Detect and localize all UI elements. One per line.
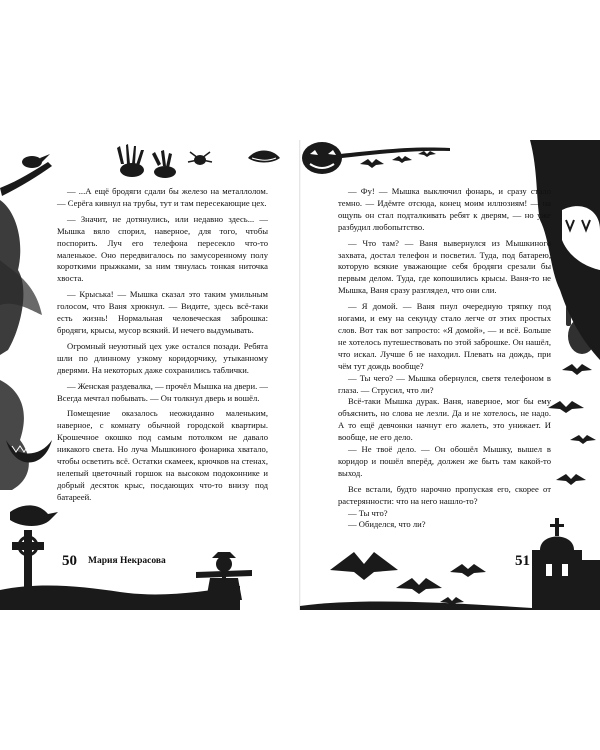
page-number-right: 51 (515, 553, 530, 569)
paragraph: Все встали, будто нарочно пропуская его, скорее от растерянности: что на него нашло-то? (338, 483, 551, 506)
right-page-text (338, 186, 551, 531)
paragraph: Всё-таки Мышка дурак. Ваня, наверное, мог бы ему объяснить, но слова не лезли. Да и не хотелось, не надо. А то ещё девчонки начнут его жалеть, это унижает. И вообще, не его дело. (338, 396, 551, 443)
running-head-author: Мария Некрасова (88, 556, 166, 566)
book-spread (0, 140, 600, 610)
paragraph: — Крыська! — Мышка сказал это таким умильным голосом, что Ваня хрюкнул. — Видите, здесь всё-таки есть жизнь! Нормальная человеческая заброшка: бродяги, крысы, мусор всякий. И нечего выдумывать. (57, 289, 268, 335)
paragraph: Помещение оказалось неожиданно маленьким, наверное, с комнату обычной городской квартиры. Крошечное окошко под самым потолком не давало никакого света. Но луча Мышкиного фонарика хватало, чтобы осветить всё. Остатки скамеек, крючков на стенах, нелепый цветочный горшок на высоком подоконнике и добрый десяток крыс, посдающих что-то внизу под батареей. (57, 408, 268, 502)
paragraph: — Женская раздевалка, — прочёл Мышка на двери. — Всегда мечтал побывать. — Он толкнул дверь и вошёл. (57, 380, 268, 403)
paragraph: — Фу! — Мышка выключил фонарь, и сразу стало темно. — Идёмте отсюда, конец моим иллюзиям! — на ощупь он стал подталкивать ребят к дверям, — но уже разбудил любопытство. (338, 186, 551, 232)
paragraph: — Что там? — Ваня вывернулся из Мышкиного захвата, достал телефон и посветил. Туда, под батарею, которую всякие уважающие себя бродяги срезали бы первым делом. Туда, где копошились крысы. Ваня-то не Мышка, Ваня сразу разглядел, что они сли. (338, 237, 551, 296)
paragraph: — Не твоё дело. — Он обошёл Мышку, вышел в коридор и пошёл вперёд, должен же быть там какой-то выход. (338, 444, 551, 478)
page-number-left: 50 (62, 553, 77, 569)
paragraph: — Ты что? (348, 507, 388, 518)
paragraph: — Ты чего? — Мышка обернулся, светя телефоном в глаза. — Струсил, что ли? (338, 372, 551, 395)
paragraph: — ...А ещё бродяги сдали бы железо на металлолом. — Серёга кивнул на трубы, тут и там пересекающие цех. (57, 186, 268, 208)
paragraph: — Значит, не дотянулись, или недавно здесь... — Мышка вяло спорил, наверное, для того, чтобы поспорить. Луч его телефона пересекло что-то маленькое. Оно передвигалось по замусоренному полу короткими прыжками, за ним тянулась тонкая ниточка хвоста. (57, 213, 268, 284)
paragraph: — Обиделся, что ли? (348, 519, 426, 530)
left-page (0, 140, 300, 610)
left-page-text (57, 186, 268, 504)
right-page (300, 140, 600, 610)
paragraph: Огромный неуютный цех уже остался позади. Ребята шли по длинному узкому коридорчику, утыканному дверями. На некоторых даже сохранились таблички. (57, 340, 268, 375)
paragraph: — Я домой. — Ваня пнул очередную тряпку под ногами, и ему на секунду стало легче от этих простых слов. Вот так вот запросто: «Я домой», — и всё. Больше не хотелось путешествовать по этой заброшке. Он нашёл, что искал. Лучше б не находил. Плевать на дождь, при чём тут дождь вообще? (338, 301, 551, 371)
